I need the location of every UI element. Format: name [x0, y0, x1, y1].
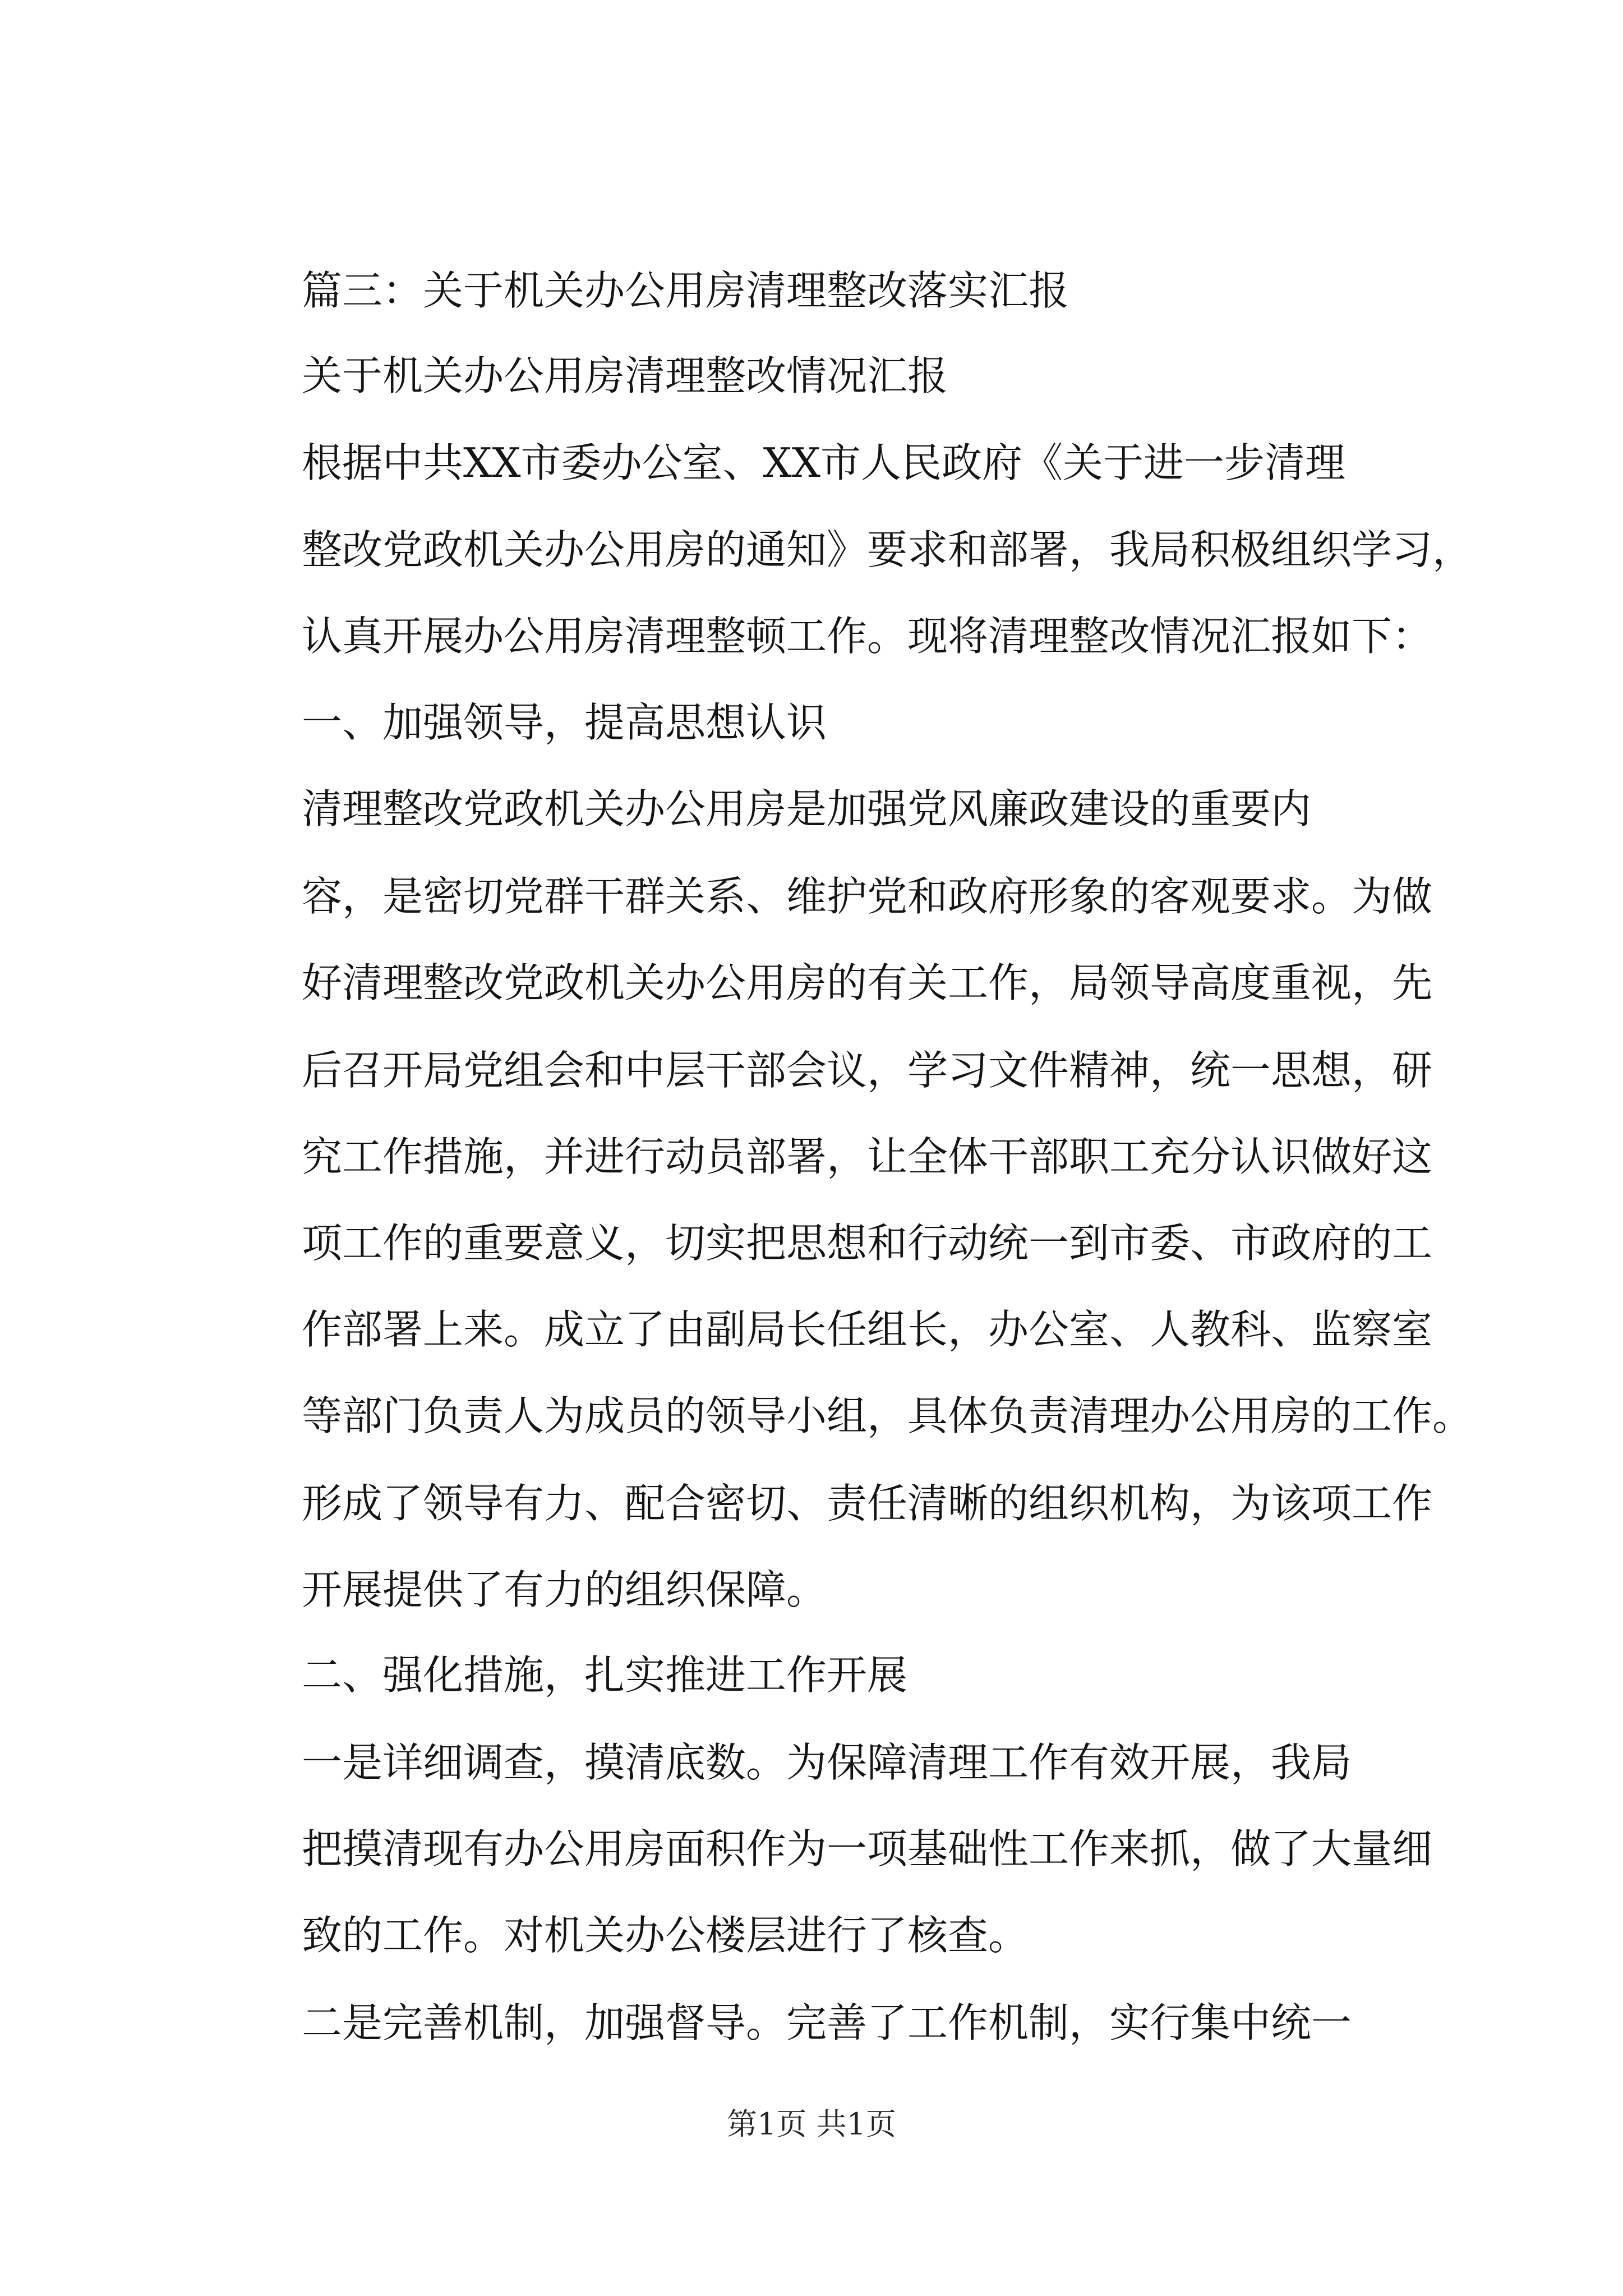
paragraph-line: 认真开展办公用房清理整顿工作。现将清理整改情况汇报如下：: [302, 613, 1433, 660]
subheading: 二、强化措施，扎实推进工作开展: [302, 1651, 908, 1699]
page-footer: 第1页 共1页: [727, 2106, 896, 2142]
paragraph-line: 形成了领导有力、配合密切、责任清晰的组织机构，为该项工作: [302, 1480, 1433, 1527]
report-title: 关于机关办公用房清理整改情况汇报: [302, 352, 948, 399]
paragraph-line: 致的工作。对机关办公楼层进行了核查。: [302, 1912, 1029, 1959]
paragraph-line: 等部门负责人为成员的领导小组，具体负责清理办公用房的工作。: [302, 1392, 1473, 1439]
paragraph-line: 开展提供了有力的组织保障。: [302, 1566, 827, 1613]
paragraph-line: 清理整改党政机关办公用房是加强党风廉政建设的重要内: [302, 785, 1312, 832]
paragraph-line: 后召开局党组会和中层干部会议，学习文件精神，统一思想，研: [302, 1047, 1433, 1094]
subheading: 一、加强领导，提高思想认识: [302, 699, 827, 746]
paragraph-line: 整改党政机关办公用房的通知》要求和部署，我局积极组织学习，: [302, 526, 1473, 573]
paragraph-line: 把摸清现有办公用房面积作为一项基础性工作来抓，做了大量细: [302, 1825, 1433, 1872]
paragraph-line: 究工作措施，并进行动员部署，让全体干部职工充分认识做好这: [302, 1133, 1433, 1180]
paragraph-line: 根据中共XX市委办公室、XX市人民政府《关于进一步清理: [302, 439, 1346, 486]
paragraph-line: 好清理整改党政机关办公用房的有关工作，局领导高度重视，先: [302, 959, 1433, 1006]
paragraph-line: 容，是密切党群干群关系、维护党和政府形象的客观要求。为做: [302, 873, 1433, 920]
paragraph-line: 一是详细调查，摸清底数。为保障清理工作有效开展，我局: [302, 1739, 1352, 1786]
section-heading: 篇三：关于机关办公用房清理整改落实汇报: [302, 267, 1069, 314]
paragraph-line: 作部署上来。成立了由副局长任组长，办公室、人教科、监察室: [302, 1306, 1433, 1353]
paragraph-line: 项工作的重要意义，切实把思想和行动统一到市委、市政府的工: [302, 1220, 1433, 1267]
paragraph-line: 二是完善机制，加强督导。完善了工作机制，实行集中统一: [302, 1999, 1352, 2046]
